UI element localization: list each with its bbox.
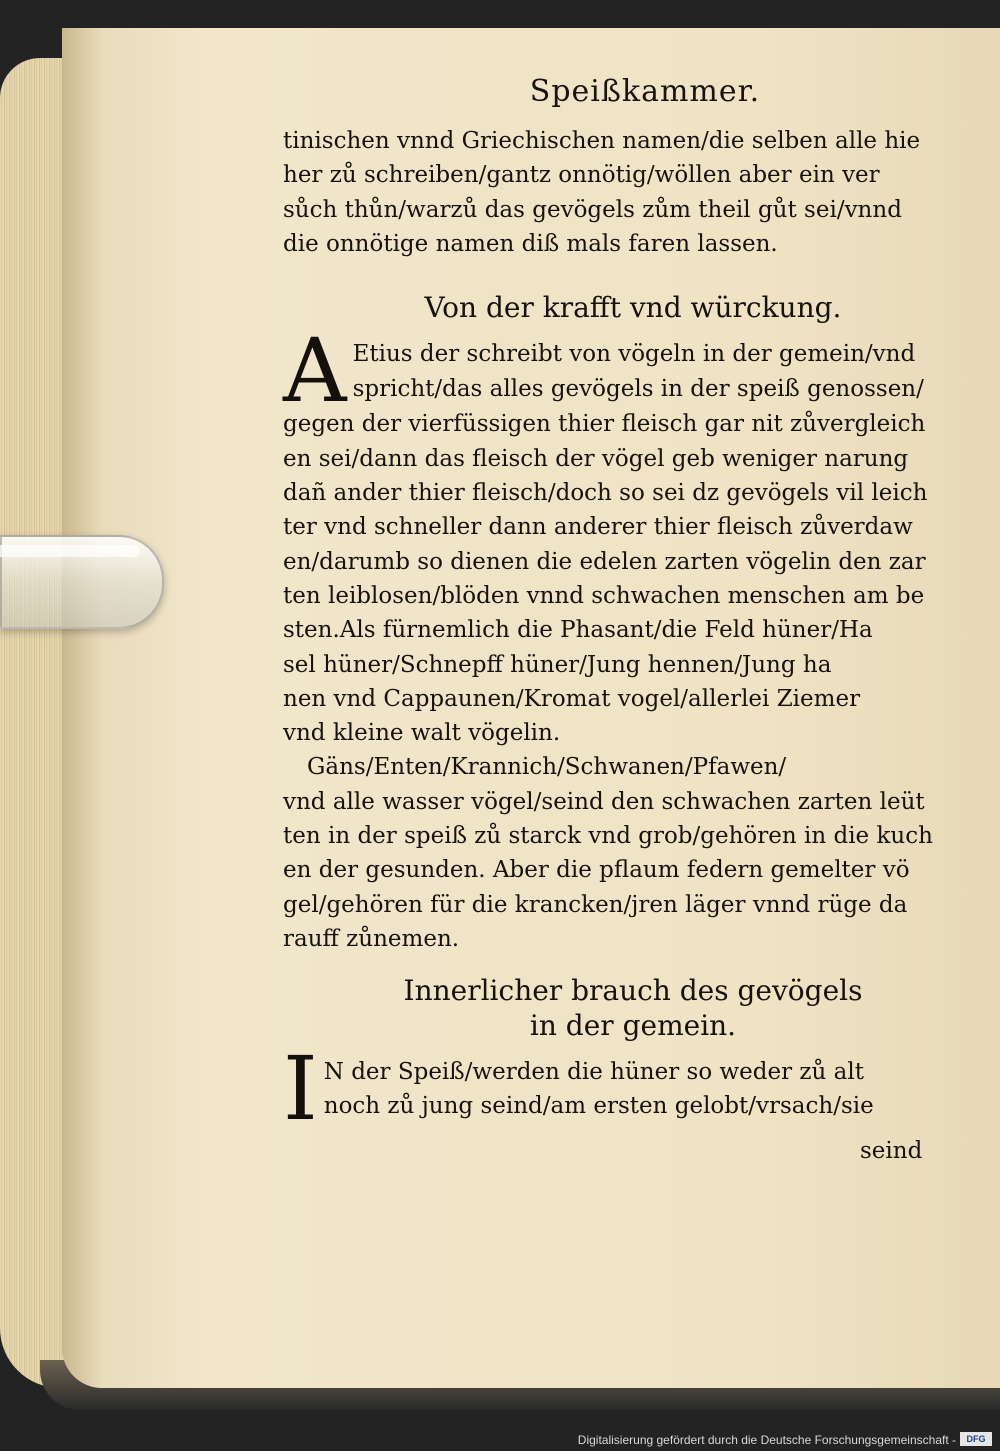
text-line: spricht/das alles gevögels in der speiß genossen/ xyxy=(352,375,924,402)
dfg-logo-icon: DFG xyxy=(960,1432,992,1446)
text-line: die onnötige namen diß mals faren lassen. xyxy=(283,230,778,257)
text-line: rauff zůnemen. xyxy=(283,925,460,952)
section-heading: Innerlicher brauch des gevögels xyxy=(403,974,863,1008)
page-edges xyxy=(0,58,70,1388)
text-line: en der gesunden. Aber die pflaum federn gemelter vö xyxy=(283,857,910,884)
text-line: ten in der speiß zů starck vnd grob/gehören in die kuch xyxy=(283,823,933,850)
text-line: tinischen vnnd Griechischen namen/die selben alle hie xyxy=(283,128,921,154)
text-line: dañ ander thier fleisch/doch so sei dz gevögels vil leich xyxy=(283,480,928,507)
catchword: seind xyxy=(860,1138,923,1164)
section-2 xyxy=(283,319,983,750)
page-text xyxy=(283,124,983,1140)
footer-bar xyxy=(0,1427,1000,1451)
section-1 xyxy=(283,124,983,261)
text-line: vnd kleine walt vögelin. xyxy=(283,720,561,747)
text-line: Gäns/Enten/Krannich/Schwanen/Pfawen/ xyxy=(307,754,787,781)
drop-capital: A xyxy=(283,319,347,423)
text-line: N der Speiß/werden die hüner so weder zů alt xyxy=(323,1058,864,1085)
text-line: noch zů jung seind/am ersten gelobt/vrsach/sie xyxy=(323,1093,874,1120)
text-line: en/darumb so dienen die edelen zarten vögelin den zar xyxy=(283,548,926,575)
text-line: gel/gehören für die krancken/jren läger vnnd rüge da xyxy=(283,891,908,918)
text-line: sten.Als fürnemlich die Phasant/die Feld hüner/Ha xyxy=(283,617,873,644)
text-line: ten leiblosen/blöden vnnd schwachen menschen am be xyxy=(283,582,925,609)
section-heading: Von der krafft vnd würckung. xyxy=(424,291,842,325)
text-line: Etius der schreibt von vögeln in der gemein/vnd xyxy=(352,341,916,368)
funding-notice: Digitalisierung gefördert durch die Deutsche Forschungsgemeinschaft - xyxy=(577,1433,956,1447)
section-4 xyxy=(283,1036,983,1140)
section-3 xyxy=(283,750,983,956)
text-line: sel hüner/Schnepff hüner/Jung hennen/Jung ha xyxy=(283,651,832,678)
text-line: her zů schreiben/gantz onnötig/wöllen aber ein ver xyxy=(283,162,880,189)
text-line: sůch thůn/warzů das gevögels zům theil gůt sei/vnnd xyxy=(283,196,902,223)
text-line: vnd alle wasser vögel/seind den schwachen zarten leüt xyxy=(283,788,925,815)
running-head: Speißkammer. xyxy=(529,74,761,109)
text-line: gegen der vierfüssigen thier fleisch gar nit zůvergleich xyxy=(283,411,926,438)
text-line: nen vnd Cappaunen/Kromat vogel/allerlei Ziemer xyxy=(283,685,861,712)
text-line: ter vnd schneller dann anderer thier fleisch zůverdaw xyxy=(283,514,913,541)
clip-highlight xyxy=(0,545,140,557)
drop-capital: I xyxy=(283,1036,318,1140)
section-heading-continued: in der gemein. xyxy=(529,1008,737,1042)
text-line: en sei/dann das fleisch der vögel geb weniger narung xyxy=(283,445,909,472)
